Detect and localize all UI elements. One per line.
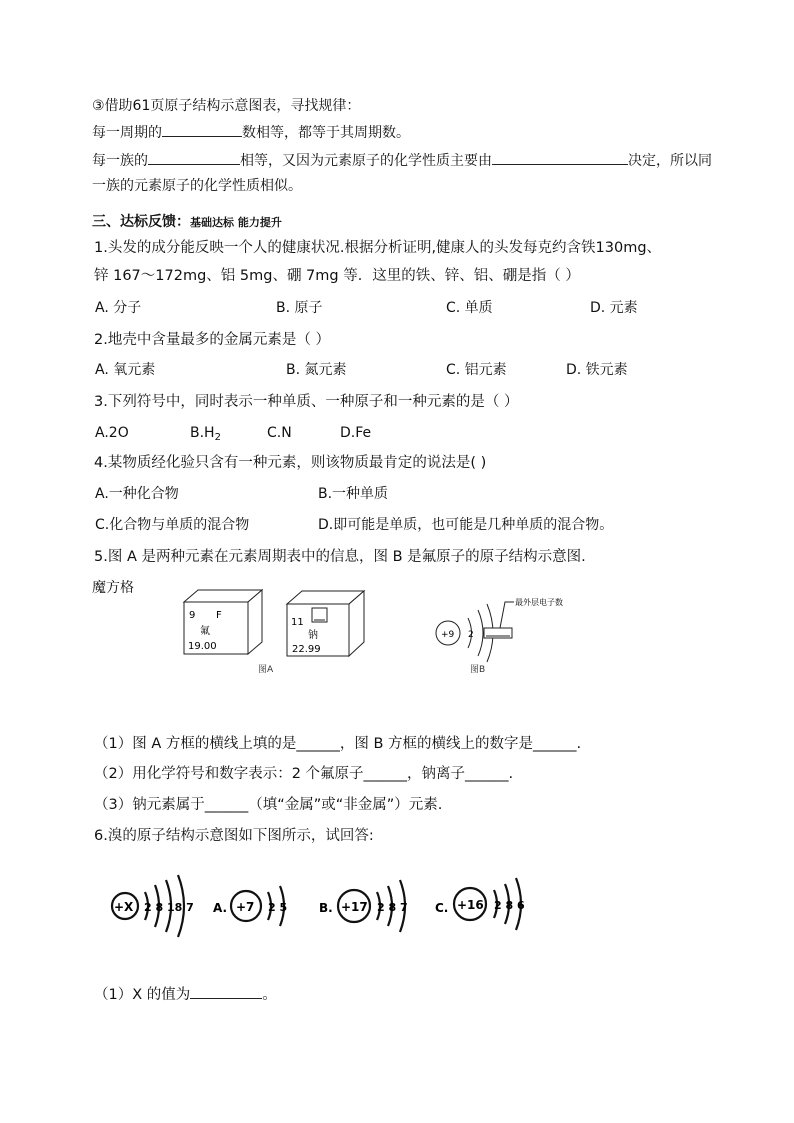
atom-b-nucleus: +17 (341, 900, 368, 914)
q3-option-b-text: B.H (190, 425, 215, 441)
q1-option-d[interactable]: D. 元素 (590, 300, 638, 316)
f-name: 氟 (200, 626, 210, 637)
f-mass: 19.00 (188, 641, 217, 652)
figure-b-label: 图B (470, 665, 486, 675)
atom-a (213, 886, 287, 926)
q3-option-a[interactable]: A.2O (95, 425, 129, 441)
na-name: 钠 (308, 630, 318, 641)
atom-c (435, 878, 525, 930)
q5-figure (0, 588, 794, 680)
blank-group[interactable] (148, 150, 240, 165)
q3-option-c[interactable]: C.N (267, 425, 292, 441)
q5-stem: 5.图 A 是两种元素在元素周期表中的信息，图 B 是氟原子的原子结构示意图. (94, 549, 586, 565)
intro-line-2-start: 每一周期的 (92, 125, 162, 141)
atom-a-nucleus: +7 (236, 900, 255, 914)
atom-bromine-shells: 2 8 18 7 (144, 901, 194, 914)
intro-line-3-start: 每一族的 (92, 153, 148, 169)
q4-stem: 4.某物质经化验只含有一种元素，则该物质最肯定的说法是( ) (94, 455, 487, 471)
q5-sub-3: （3）钠元素属于______（填“金属”或“非金属”）元素. (94, 797, 443, 813)
intro-line-2-end: 数相等，都等于其周期数。 (242, 125, 410, 141)
intro-line-3-mid: 相等，又因为元素原子的化学性质主要由 (240, 153, 492, 169)
blank-x-value[interactable] (190, 984, 262, 999)
q2-option-d[interactable]: D. 铁元素 (566, 362, 628, 378)
q5-sub-1: （1）图 A 方框的横线上填的是______，图 B 方框的横线上的数字是______. (94, 736, 582, 752)
section-title (92, 212, 282, 233)
atom-c-label: C. (435, 901, 449, 915)
outer-electron-callout: 最外层电子数 (515, 598, 563, 607)
q4-option-b[interactable]: B.一种单质 (318, 486, 389, 502)
q3-option-b[interactable] (190, 423, 221, 448)
atom-bromine-nucleus: +X (114, 900, 134, 914)
q6-figure (0, 870, 794, 950)
f-symbol: F (216, 610, 222, 621)
q6-sub-1 (94, 984, 277, 1005)
figure-a-label: 图A (258, 665, 274, 675)
f-atomic-number: 9 (189, 610, 196, 621)
atom-b-shells: 2 8 7 (377, 901, 408, 914)
blank-period[interactable] (162, 122, 242, 137)
atom-b (319, 880, 408, 932)
intro-line-1: ③借助61页原子结构示意图表，寻找规律： (92, 98, 361, 114)
q4-option-c[interactable]: C.化合物与单质的混合物 (95, 517, 250, 533)
q6-sub-1-text: （1）X 的值为 (94, 987, 191, 1003)
blank-determine[interactable] (492, 150, 628, 165)
q2-option-a[interactable]: A. 氧元素 (95, 362, 156, 378)
q1-option-b[interactable]: B. 原子 (276, 300, 323, 316)
q4-option-d[interactable]: D.即可能是单质，也可能是几种单质的混合物。 (318, 517, 614, 533)
fluorine-nucleus: +9 (441, 630, 455, 640)
section-subtitle: 基础达标 能力提升 (190, 216, 282, 229)
q1-stem-line-1: 1.头发的成分能反映一个人的健康状况.根据分析证明,健康人的头发每克约含铁130mg、 (94, 240, 662, 256)
q5-sub-2: （2）用化学符号和数字表示：2 个氟原子______，钠离子______. (94, 766, 514, 782)
intro-line-3 (92, 150, 712, 171)
q3-option-d[interactable]: D.Fe (340, 425, 372, 441)
q1-option-c[interactable]: C. 单质 (446, 300, 493, 316)
q1-option-a[interactable]: A. 分子 (95, 300, 142, 316)
q3-option-b-subscript: 2 (214, 432, 221, 443)
q4-option-a[interactable]: A.一种化合物 (95, 486, 179, 502)
q5-aside-label: 魔方格 (92, 580, 134, 596)
q2-stem: 2.地壳中含量最多的金属元素是（ ） (94, 332, 330, 348)
q6-stem: 6.溴的原子结构示意图如下图所示，试回答: (94, 828, 374, 844)
q1-stem-line-2: 锌 167～172mg、铝 5mg、硼 7mg 等．这里的铁、锌、铝、硼是指（ ） (94, 268, 580, 284)
q6-sub-1-end: 。 (262, 987, 277, 1003)
q2-option-b[interactable]: B. 氮元素 (286, 362, 347, 378)
atom-a-shells: 2 5 (268, 901, 288, 914)
na-mass: 22.99 (292, 644, 321, 655)
atom-c-shells: 2 8 6 (494, 899, 525, 912)
section-title-text: 三、达标反馈： (92, 214, 190, 230)
q2-option-c[interactable]: C. 铝元素 (446, 362, 507, 378)
atom-b-label: B. (319, 901, 333, 915)
fluorine-shell-1: 2 (468, 630, 474, 640)
intro-line-2 (92, 122, 410, 143)
atom-a-label: A. (213, 901, 228, 915)
atom-c-nucleus: +16 (457, 898, 484, 912)
intro-line-3-end: 决定，所以同 (628, 153, 712, 169)
na-atomic-number: 11 (291, 617, 304, 628)
intro-line-4: 一族的元素原子的化学性质相似。 (92, 178, 302, 194)
atom-bromine (112, 875, 194, 937)
q3-stem: 3.下列符号中，同时表示一种单质、一种原子和一种元素的是（ ） (94, 394, 519, 410)
